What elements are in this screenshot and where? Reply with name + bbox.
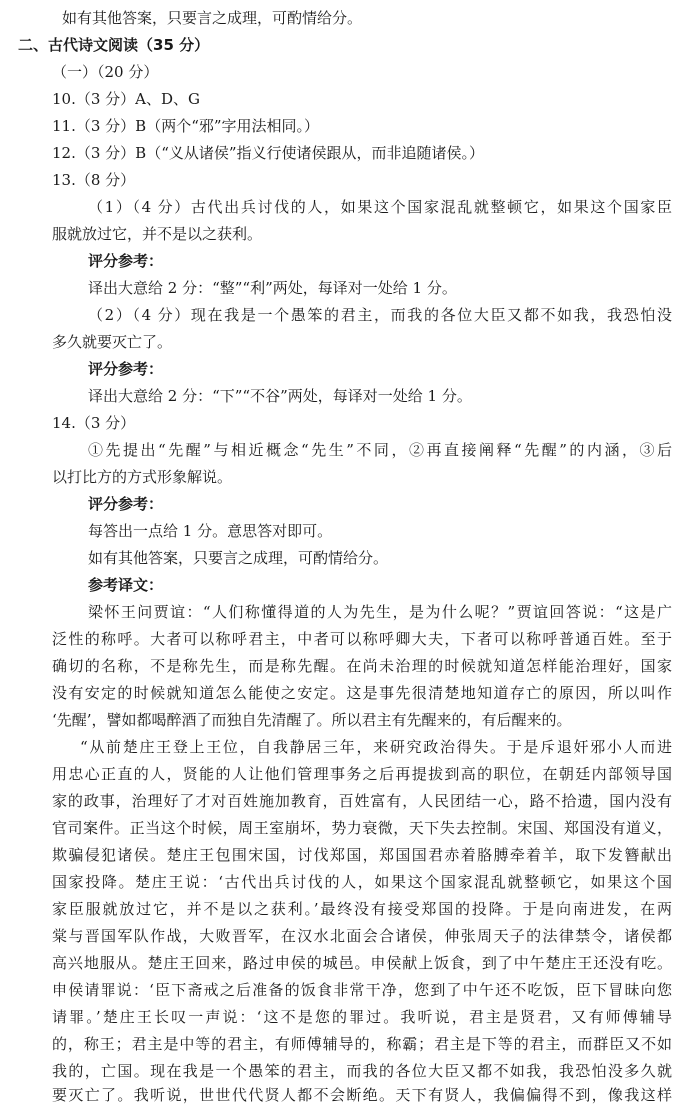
translation-line: 申侯请罪说：‘臣下斋戒之后准备的饭食非常干净，您到了中午还不吃饭，臣下冒昧向您 bbox=[52, 981, 672, 999]
text-line: 如有其他答案，只要言之成理，可酌情给分。 bbox=[88, 549, 389, 567]
answer-line: 以打比方的方式形象解说。 bbox=[52, 468, 233, 486]
answer-line: （1）（4 分）古代出兵讨伐的人，如果这个国家混乱就整顿它，如果这个国家臣 bbox=[88, 198, 672, 216]
answer-line: ①先提出“先醒”与相近概念“先生”不同，②再直接阐释“先醒”的内涵，③后 bbox=[88, 441, 672, 459]
translation-heading: 参考译文： bbox=[88, 576, 164, 594]
text-line: 译出大意给 2 分：“整”“利”两处，每译对一处给 1 分。 bbox=[88, 279, 457, 297]
translation-line: 用忠心正直的人，贤能的人让他们管理事务之后再提拔到高的职位，在朝廷内部领导国 bbox=[52, 765, 672, 783]
scoring-heading: 评分参考： bbox=[88, 360, 164, 378]
translation-line: 高兴地服从。楚庄王回来，路过申侯的城邑。申侯献上饭食，到了中午楚庄王还没有吃。 bbox=[52, 954, 672, 972]
translation-line: 我的，亡国。现在我是一个愚笨的君主，而我的各位大臣又都不如我，我恐怕没多久就 bbox=[52, 1062, 672, 1080]
translation-line: 官司案件。正当这个时候，周王室崩坏，势力衰微，天下失去控制。宋国、郑国没有道义， bbox=[52, 819, 672, 837]
translation-line: 要灭亡了。我听说，世世代代贤人都不会断绝。天下有贤人，我偏偏得不到，像我这样 bbox=[52, 1086, 672, 1104]
translation-line: 家臣服就放过它，并不是以之获利。’最终没有接受郑国的投降。于是向南进发，在两 bbox=[52, 900, 672, 918]
scoring-heading: 评分参考： bbox=[88, 252, 164, 270]
text-line: 每答出一点给 1 分。意思答对即可。 bbox=[88, 522, 333, 540]
text-line: 如有其他答案，只要言之成理，可酌情给分。 bbox=[62, 9, 363, 27]
translation-line: 棠与晋国军队作战，大败晋军，在汉水北面会合诸侯，伸张周天子的法律禁令，诸侯都 bbox=[52, 927, 672, 945]
answer-line: 多久就要灭亡了。 bbox=[52, 333, 173, 351]
answer-line: 14.（3 分） bbox=[52, 414, 136, 432]
translation-line: 请罪。’楚庄王长叹一声说：‘这不是您的罪过。我听说，君主是贤君，又有师傅辅导 bbox=[52, 1008, 672, 1026]
answer-line: （2）（4 分）现在我是一个愚笨的君主，而我的各位大臣又都不如我，我恐怕没 bbox=[88, 306, 672, 324]
translation-line: 没有安定的时候就知道怎么能使之安定。这是事先很清楚地知道存亡的原因，所以叫作 bbox=[52, 684, 672, 702]
answer-line: 12.（3 分）B（“义从诸侯”指义行使诸侯跟从，而非追随诸侯。） bbox=[52, 144, 485, 162]
translation-line: 国家投降。楚庄王说：‘古代出兵讨伐的人，如果这个国家混乱就整顿它，如果这个国 bbox=[52, 873, 672, 891]
translation-line: 确切的名称，不是称先生，而是称先醒。在尚未治理的时候就知道怎样能治理好，国家 bbox=[52, 657, 672, 675]
translation-line: 泛性的称呼。大者可以称呼君主，中者可以称呼卿大夫，下者可以称呼普通百姓。至于 bbox=[52, 630, 672, 648]
translation-line: 欺骗侵犯诸侯。楚庄王包围宋国，讨伐郑国，郑国国君赤着胳膊牵着羊，取下发簪献出 bbox=[52, 846, 672, 864]
translation-line: 家的政事，治理好了才对百姓施加教育，百姓富有，人民团结一心，路不拾遗，国内没有 bbox=[52, 792, 672, 810]
answer-line: 服就放过它，并不是以之获利。 bbox=[52, 225, 263, 243]
answer-line: 11.（3 分）B（两个“邪”字用法相同。） bbox=[52, 117, 320, 135]
translation-line: 的，称王；君主是中等的君主，有师傅辅导的，称霸；君主是下等的君主，而群臣又不如 bbox=[52, 1035, 672, 1053]
scoring-heading: 评分参考： bbox=[88, 495, 164, 513]
translation-line: “从前楚庄王登上王位，自我静居三年，来研究政治得失。于是斥退奸邪小人而进 bbox=[80, 738, 672, 756]
section-heading: 二、古代诗文阅读（35 分） bbox=[18, 36, 210, 54]
subsection-heading: （一）（20 分） bbox=[52, 63, 159, 81]
translation-line: ‘先醒’，譬如都喝醉酒了而独自先清醒了。所以君主有先醒来的，有后醒来的。 bbox=[52, 711, 572, 729]
text-line: 译出大意给 2 分：“下”“不谷”两处，每译对一处给 1 分。 bbox=[88, 387, 472, 405]
answer-line: 10.（3 分）A、D、G bbox=[52, 90, 201, 108]
translation-line: 梁怀王问贾谊：“人们称懂得道的人为先生，是为什么呢？”贾谊回答说：“这是广 bbox=[88, 603, 672, 621]
answer-line: 13.（8 分） bbox=[52, 171, 136, 189]
